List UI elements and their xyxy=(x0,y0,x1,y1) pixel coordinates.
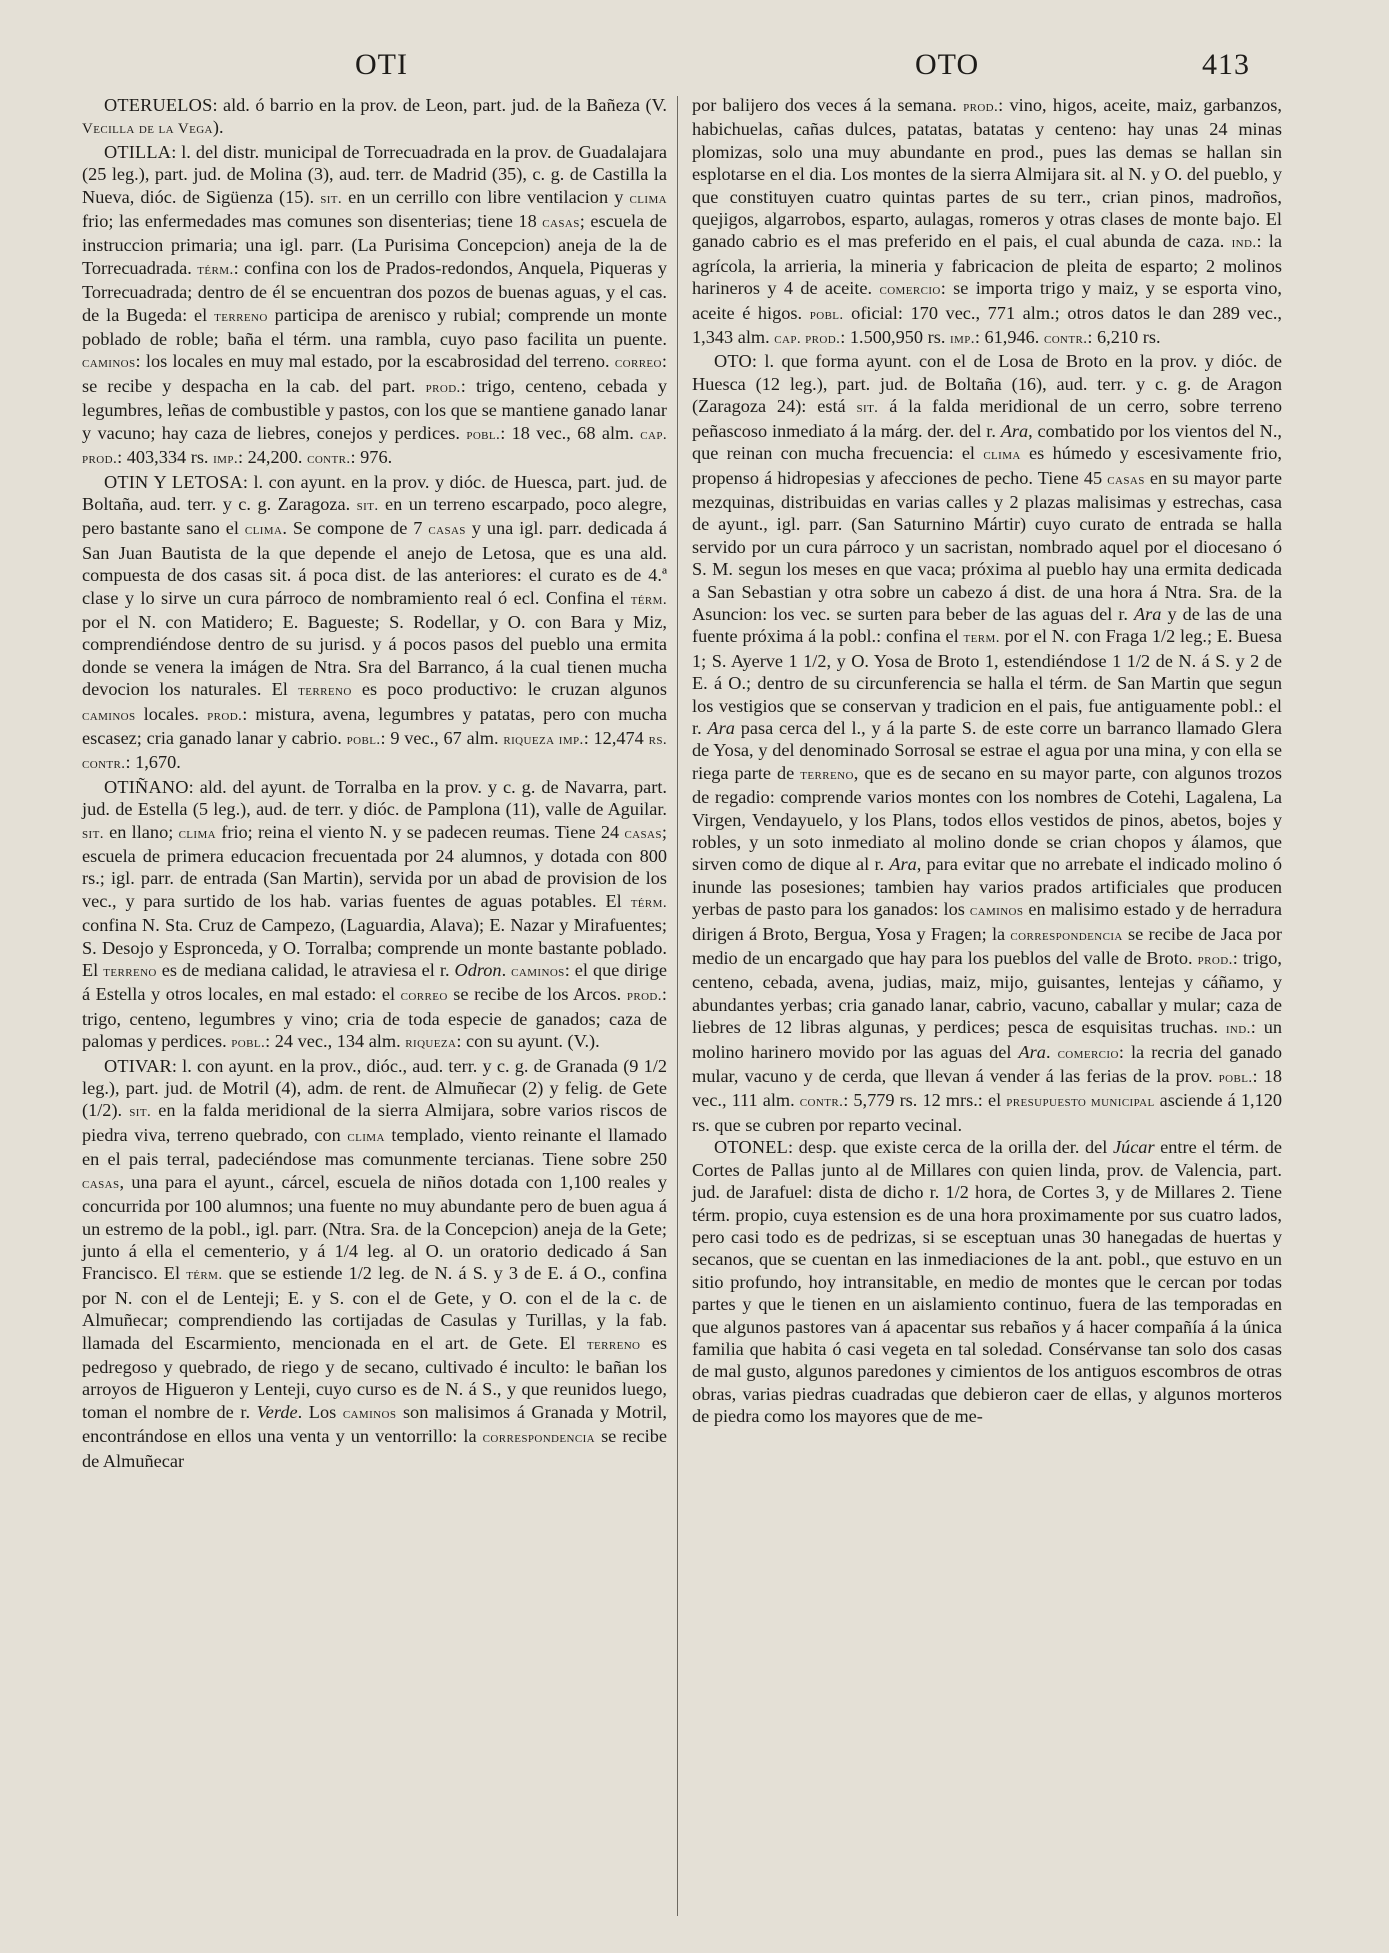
section-keyword: prod. xyxy=(207,707,243,724)
section-keyword: riqueza xyxy=(405,1035,457,1052)
entry-text: . xyxy=(501,960,512,981)
entry-text: : la agrícola, la arrieria, la mineria y fabricacion de pleita de esparto; 2 molinos harineros y 4 de aceite. xyxy=(692,231,1282,299)
section-keyword: terreno xyxy=(586,1336,641,1353)
section-keyword: térm. xyxy=(197,261,234,278)
entry-text: locales. xyxy=(135,703,208,724)
gazetteer-entry xyxy=(82,471,667,776)
section-keyword: clima xyxy=(629,190,667,207)
entry-text: á la falda meridional de un cerro, sobre terreno peñascoso inmediato á la márg. der. del r. xyxy=(692,396,1282,441)
entry-headword: OTERUELOS xyxy=(104,95,213,115)
section-keyword: pobl. xyxy=(466,426,501,443)
river-name: Ara xyxy=(1134,603,1162,624)
section-keyword: clima xyxy=(244,522,283,539)
entry-text: : l. del distr. municipal de Torrecuadrada en la prov. de Guadalajara (25 leg.), part. jud. de Molina (3), aud. terr. de Madrid (35), c. g. de Castilla la Nueva, dióc. de Sigüenza (15). xyxy=(82,141,667,207)
entry-text: y una igl. parr. dedicada á San Juan Bautista de la que depende el anejo de Letosa, que es una ald. compuesta de dos casas sit. á poca dist. de las anteriores: el curato es de 4.ª clase y lo sirve un cura párroco de nombramiento real ó ecl. Confina el xyxy=(82,518,667,608)
entry-text: . Los xyxy=(297,1401,343,1422)
section-keyword: pobl. xyxy=(809,306,844,323)
entry-text: frio; las enfermedades mas comunes son disenterias; tiene 18 xyxy=(82,211,543,232)
section-keyword: terreno xyxy=(214,308,268,325)
section-keyword: térm. xyxy=(630,591,667,608)
entry-text: por el N. con Fraga 1/2 leg.; E. Buesa 1; S. Ayerve 1 1/2, y O. Yosa de Broto 1, estendiéndose 1 1/2 de N. á S. y 2 de E. á O.; dentro de su circunferencia se halla el térm. de San Martin que segun los vestigios que se conservan y tradicion en el pais, fue antiguamente pobl.: el r. xyxy=(692,626,1283,738)
section-keyword: terreno xyxy=(103,964,157,981)
section-keyword: sit. xyxy=(82,825,104,842)
right-column xyxy=(692,94,1282,1428)
entry-text: asciende á 1,120 rs. que se cubren por reparto vecinal. xyxy=(692,1090,1283,1135)
entry-headword: OTO xyxy=(714,351,752,372)
section-keyword: caminos xyxy=(82,707,136,724)
entry-text: : l. con ayunt. en la prov., dióc., aud. terr. y c. g. de Granada (9 1/2 leg.), part. jud. de Motril (4), adm. de rent. de Almuñecar (2) y felig. de Gete (1/2). xyxy=(82,1055,667,1121)
page-header xyxy=(80,48,1290,88)
section-keyword: contr. xyxy=(307,451,351,468)
entry-text: : 12,474 xyxy=(583,727,649,748)
entry-text: : 61,946. xyxy=(974,327,1044,348)
section-keyword: comercio xyxy=(1057,1045,1119,1062)
section-keyword: correo xyxy=(400,988,448,1005)
section-keyword: terreno xyxy=(298,683,352,700)
column-divider xyxy=(677,96,678,1916)
entry-text: : l. con ayunt. en la prov. y dióc. de Huesca, part. jud. de Boltaña, aud. terr. y c. g. Zaragoza. xyxy=(82,471,667,514)
entry-text: : 18 vec., 111 alm. xyxy=(692,1066,1282,1111)
entry-text: se recibe de Jaca por medio de un encargado que hay para los pueblos del valle de Broto. xyxy=(692,923,1282,969)
entry-text: : 5,779 rs. 12 mrs.: el xyxy=(843,1090,1007,1111)
section-keyword: casas xyxy=(542,215,580,232)
entry-text: : la recria del ganado mular, vacuno y de cerda, que llevan á vender á las ferias de la prov. xyxy=(692,1041,1282,1087)
river-name: Ara xyxy=(1000,420,1029,441)
section-keyword: sit. xyxy=(856,400,879,417)
entry-text: templado, viento reinante el llamado en el pais terral, padeciéndose mas comunmente tercianas. Tiene sobre 250 xyxy=(82,1124,667,1170)
entry-text: en llano; xyxy=(103,821,179,842)
entry-text: participa de arenisco y rubial; comprende un monte poblado de roble; baña el térm. una rambla, cuyo paso facilita un puente. xyxy=(82,304,667,350)
section-keyword: cap. prod. xyxy=(82,426,667,468)
gazetteer-entry xyxy=(82,141,667,471)
entry-text: entre el térm. de Cortes de Pallas junto al de Millares con quien linda, prov. de Valencia, part. jud. de Jarafuel: dista de dicho r. 1/2 hora, de Cortes 3, y de Millares 2. Tiene térm. propio, cuya estension es de una hora proximamente por sus cuatro lados, pero casi todo es de pedrizas, si se esceptuan unas 30 hanegadas de huertas y secanos, que se cuentan en las inmediaciones de la ant. pobl., que estuvo en un sitio profundo, hoy intransitable, en medio de montes que le cercan por todas partes y que le tienen en un aislamiento continuo, fuera de las temporadas en que algunos pastores van á apacentar sus rebaños y á hacer compañía á la única familia que habita ó casi vegeta en tal soledad. Consérvanse tan solo dos casas de mal gusto, algunos paredones y cimientos de los antiguos escombros de otras obras, varias piedras cuadradas que debieron caer de ellas, y algunos morteros de piedra como los mayores que de me- xyxy=(692,1137,1282,1427)
entry-text: se recibe de los Arcos. xyxy=(447,984,627,1005)
entry-text: confina N. Sta. Cruz de Campezo, (Laguardia, Alava); E. Nazar y Mirafuentes; S. Desojo y Espronceda, y O. Torralba; comprende un monte bastante poblado. El xyxy=(82,915,667,981)
section-keyword: ind. xyxy=(1225,1021,1251,1038)
river-name: Verde xyxy=(256,1401,298,1422)
section-keyword: pobl. xyxy=(346,731,381,748)
section-keyword: presupuesto municipal xyxy=(1006,1094,1155,1111)
entry-text: en un cerrillo con libre ventilacion y xyxy=(342,186,630,207)
left-column xyxy=(82,94,667,1472)
running-head-center: OTO xyxy=(915,48,980,81)
section-keyword: pobl. xyxy=(1218,1070,1253,1087)
entry-text: en la falda meridional de la sierra Almijara, sobre varios riscos de piedra viva, terreno quebrado, con xyxy=(82,1100,667,1145)
section-keyword: térm. xyxy=(630,894,667,911)
entry-text: : vino, higos, aceite, maiz, garbanzos, habichuelas, cañas dulces, patatas, batatas y centeno: hay unas 24 minas plomizas, solo una muy abundante en prod., pues las demas se hallan sin esplotarse en el dia. Los montes de la sierra Almijara sit. al N. y O. del pueblo, y que constituyen cuatro quintas partes de su terr., crian pinos, madroños, quejigos, algarrobos, esparto, aulagas, romeros y otras clases de monte bajo. El ganado cabrio es el mas preferido en el pais, el cual abunda de caza. xyxy=(692,95,1282,252)
section-keyword: caminos xyxy=(511,964,565,981)
entry-text: : con su ayunt. (V.). xyxy=(456,1031,600,1052)
entry-text: : 9 vec., 67 alm. xyxy=(380,727,504,748)
section-keyword: casas xyxy=(82,1175,120,1192)
section-keyword: casas xyxy=(624,825,662,842)
section-keyword: term. xyxy=(963,630,1000,647)
section-keyword: correo xyxy=(614,355,662,372)
entry-text: : 24,200. xyxy=(238,447,308,468)
section-keyword: contr. xyxy=(799,1094,844,1111)
section-keyword: sit. xyxy=(129,1104,152,1121)
entry-headword: OTILLA xyxy=(104,141,172,162)
entry-text: ; escuela de primera educacion frecuentada por 24 alumnos, y dotada con 800 rs.; igl. parr. de entrada (San Martin), servida por un abad de provision de los vec., y para surtido de los hab. varias fuentes de aguas potables. El xyxy=(82,821,667,911)
entry-text: y de las de una fuente próxima á la pobl.: confina el xyxy=(692,603,1282,647)
gazetteer-entry xyxy=(692,1136,1282,1427)
entry-text: : se recibe y despacha en la cab. del part. xyxy=(82,351,667,396)
gazetteer-entry xyxy=(82,1055,667,1472)
entry-text: : se importa trigo y maiz, y se esporta vino, aceite é higos. xyxy=(692,278,1282,323)
section-keyword: clima xyxy=(178,825,217,842)
entry-text: es poco productivo: le cruzan algunos xyxy=(351,679,667,700)
entry-text: oficial: 170 vec., 771 alm.; otros datos le dan 289 vec., 1,343 alm. xyxy=(692,302,1282,348)
entry-text: que se estiende 1/2 leg. de N. á S. y 3 de E. á O., confina por N. con el de Lenteji; E. y S. con el de Gete, y O. con el de la c. de Almuñecar; comprendiendo las cortijadas de Casulas y Turillas, y la fab. llamada del Escarmiento, mencionada en el art. de Gete. El xyxy=(82,1263,668,1353)
entry-text: : desp. que existe cerca de la orilla der. del xyxy=(787,1137,1113,1158)
entry-text: , que es de secano en su mayor parte, con algunos trozos de regadio: comprende varios montes con los nombres de Cotehi, Lagalena, La Virgen, Vendayuelo, y los Plans, todos ellos vestidos de pinos, abetos, bojes y robles, y un soto inmediato al molino donde se crian chopos y álamos, que sirven como de dique al r. xyxy=(692,762,1282,875)
entry-text: : los locales en muy mal estado, por la escabrosidad del terreno. xyxy=(135,351,615,372)
section-keyword: imp. xyxy=(949,331,975,348)
river-name: Júcar xyxy=(1112,1137,1155,1158)
running-head-left: OTI xyxy=(355,48,408,81)
entry-text: : l. que forma ayunt. con el de Losa de Broto en la prov. y dióc. de Huesca (12 leg.), part. jud. de Boltaña (16), aud. terr. y c. g. de Aragon (Zaragoza 24): está xyxy=(692,351,1282,417)
section-keyword: casas xyxy=(428,522,466,539)
entry-text: , una para el ayunt., cárcel, escuela de niños dotada con 1,100 reales y concurrida por 100 alumnos; una fuente no muy abundante pero de buen agua á un estremo de la pobl., igl. parr. (Ntra. Sra. de la Concepcion) aneja de la Gete; junto á ella el cementerio, y á 1/4 leg. al O. un oratorio dedicado á San Francisco. El xyxy=(82,1171,667,1284)
entry-headword: OTIVAR xyxy=(104,1055,172,1076)
section-keyword: clima xyxy=(983,447,1021,464)
entry-text: : trigo, centeno, legumbres y vino; cria de toda especie de ganados; caza de palomas y perdices. xyxy=(82,984,667,1052)
entry-text: , para evitar que no arrebate el indicado molino ó inunde las posesiones; tambien hay varios prados artificiales que producen yerbas de pasto para los ganados: los xyxy=(692,854,1282,920)
entry-text: : un molino harinero movido por las aguas del xyxy=(692,1017,1282,1062)
entry-text: en su mayor parte mezquinas, distribuidas en varias calles y 2 plazas malisimas y estrechas, casa de ayunt., igl. parr. (San Saturnino Mártir) cuyo curato de entrada se halla servido por un cura párroco y un sacristan, nombrado aquel por el diocesano ó S. M. segun los meses en que vaca; próxima al pueblo hay una ermita dedicada a San Sebastian y otra sobre un cabezo á dist. de una hora á Ntra. Sra. de la Asuncion: los vec. se surten para beber de las aguas del r. xyxy=(692,467,1283,624)
entry-text: es de mediana calidad, le atraviesa el r. xyxy=(156,960,455,981)
entry-text: : 403,334 rs. xyxy=(117,447,214,468)
section-keyword: clima xyxy=(347,1128,385,1145)
river-name: Odron xyxy=(454,960,502,981)
entry-text: en un terreno escarpado, poco alegre, pero bastante sano el xyxy=(82,493,667,539)
river-name: Ara xyxy=(889,854,917,875)
section-keyword: imp. xyxy=(213,451,238,468)
section-keyword: sit. xyxy=(320,190,343,207)
entry-headword: OTIÑANO xyxy=(104,776,189,797)
section-keyword: riqueza imp. xyxy=(503,731,584,748)
gazetteer-entry xyxy=(82,94,667,141)
entry-headword: OTIN Y LETOSA xyxy=(104,471,243,492)
page-number: 413 xyxy=(1202,48,1250,81)
section-keyword: caminos xyxy=(969,903,1024,920)
section-keyword: prod. xyxy=(963,99,999,115)
entry-text: por el N. con Matidero; E. Bagueste; S. Rodellar, y O. con Bara y Miz, comprendiéndose dentro de su jurisd. y á pocos pasos del pueblo una ermita donde se venera la imágen de Ntra. Sra del Barranco, á la cual tienen mucha devocion los naturales. El xyxy=(82,611,667,700)
entry-text: : 18 vec., 68 alm. xyxy=(500,422,641,443)
entry-text: : 976. xyxy=(350,447,393,468)
entry-text: : ald. ó barrio en la prov. de Leon, part. jud. de la Bañeza (V. xyxy=(212,95,667,115)
entry-text: son malisimos á Granada y Motril, encontrándose en ellos una venta y un ventorrillo: la xyxy=(82,1401,667,1447)
section-keyword: prod. xyxy=(425,379,461,396)
section-keyword: sit. xyxy=(356,497,379,514)
entry-text: es pedregoso y quebrado, de riego y de secano, cultivado é inculto: le bañan los arroyos de Higueron y Lenteji, cuyo curso es de N. á S., y que reunidos luego, toman el nombre de r. xyxy=(82,1332,667,1422)
section-keyword: prod. xyxy=(626,988,662,1005)
entry-text: en malisimo estado y de herradura dirigen á Broto, Bergua, Yosa y Fragen; la xyxy=(692,899,1283,944)
section-keyword: caminos xyxy=(82,355,136,372)
entry-text: : trigo, centeno, cebada y legumbres, leñas de combustible y pastos, con los que se mantiene ganado lanar y vacuno; hay caza de liebres, conejos y perdices. xyxy=(82,375,668,443)
entry-text: es húmedo y escesivamente frio, propenso á hidropesias y afecciones de pecho. Tiene 45 xyxy=(692,443,1283,488)
section-keyword: contr. xyxy=(1043,331,1088,348)
section-keyword: rs. contr. xyxy=(82,731,667,773)
entry-headword: OTONEL xyxy=(714,1137,788,1158)
section-keyword: cap. prod. xyxy=(774,331,841,348)
entry-text: : trigo, centeno, cebada, avena, judias, maiz, mijo, guisantes, lentejas y cáñamo, y abundantes yerbas; cria ganado lanar, cabrio, vacuno, caballar y mular; caza de liebres de 12 libras algunas, y perdices; pesca de esquisitas truchas. xyxy=(692,948,1282,1038)
section-keyword: térm. xyxy=(186,1267,223,1284)
section-keyword: ind. xyxy=(1231,235,1257,252)
section-keyword: comercio xyxy=(879,282,941,299)
section-keyword: caminos xyxy=(342,1405,397,1422)
entry-text: : 1,670. xyxy=(125,752,181,773)
entry-text: por balijero dos veces á la semana. xyxy=(692,95,964,115)
section-keyword: correspondencia xyxy=(482,1430,596,1447)
gazetteer-entry xyxy=(692,350,1282,1136)
entry-text: : el que dirige á Estella y otros locales, en mal estado: el xyxy=(82,960,667,1005)
entry-text: : ald. del ayunt. de Torralba en la prov. y c. g. de Navarra, part. jud. de Estella (5 leg.), aud. de terr. y dióc. de Pamplona (11), valle de Aguilar. xyxy=(82,776,667,820)
entry-text: : confina con los de Prados-redondos, Anquela, Piqueras y Torrecuadrada; dentro de él se encuentran dos pozos de buenas aguas, y el cas. de la Bugeda: el xyxy=(82,257,667,325)
section-keyword: prod. xyxy=(1197,952,1233,969)
section-keyword: correspondencia xyxy=(1010,927,1123,944)
section-keyword: terreno xyxy=(800,766,854,783)
river-name: Ara xyxy=(1018,1041,1046,1062)
entry-text: : 24 vec., 134 alm. xyxy=(265,1031,406,1052)
entry-text: . Se compone de 7 xyxy=(282,518,429,539)
river-name: Ara xyxy=(707,717,735,738)
entry-text: , combatido por los vientos del N., que reinan con mucha frecuencia: el xyxy=(692,420,1282,464)
section-keyword: casas xyxy=(1107,471,1145,488)
entry-text: se recibe de Almuñecar xyxy=(82,1426,667,1471)
entry-text: : 6,210 rs. xyxy=(1087,327,1161,348)
entry-text: : mistura, avena, legumbres y patatas, pero con mucha escasez; cria ganado lanar y cabrio. xyxy=(82,703,668,748)
entry-text: ; escuela de instruccion primaria; una igl. parr. (La Purisima Concepcion) aneja de la de Torrecuadrada. xyxy=(82,211,668,278)
entry-text: : 1.500,950 rs. xyxy=(840,327,950,348)
entry-text: . xyxy=(1045,1041,1058,1062)
section-keyword: pobl. xyxy=(231,1035,266,1052)
gazetteer-entry xyxy=(82,776,667,1055)
entry-continuation xyxy=(692,94,1282,350)
section-keyword: Vecilla de la Vega xyxy=(82,121,213,138)
entry-text: pasa cerca del l., y á la parte S. de este corre un barranco llamado Glera de Yosa, y del denominado Sorrosal se estrae el agua por una mina, y con ella se riega parte de xyxy=(692,717,1282,783)
entry-text: frio; reina el viento N. y se padecen reumas. Tiene 24 xyxy=(216,821,625,842)
entry-text: ). xyxy=(212,117,224,138)
